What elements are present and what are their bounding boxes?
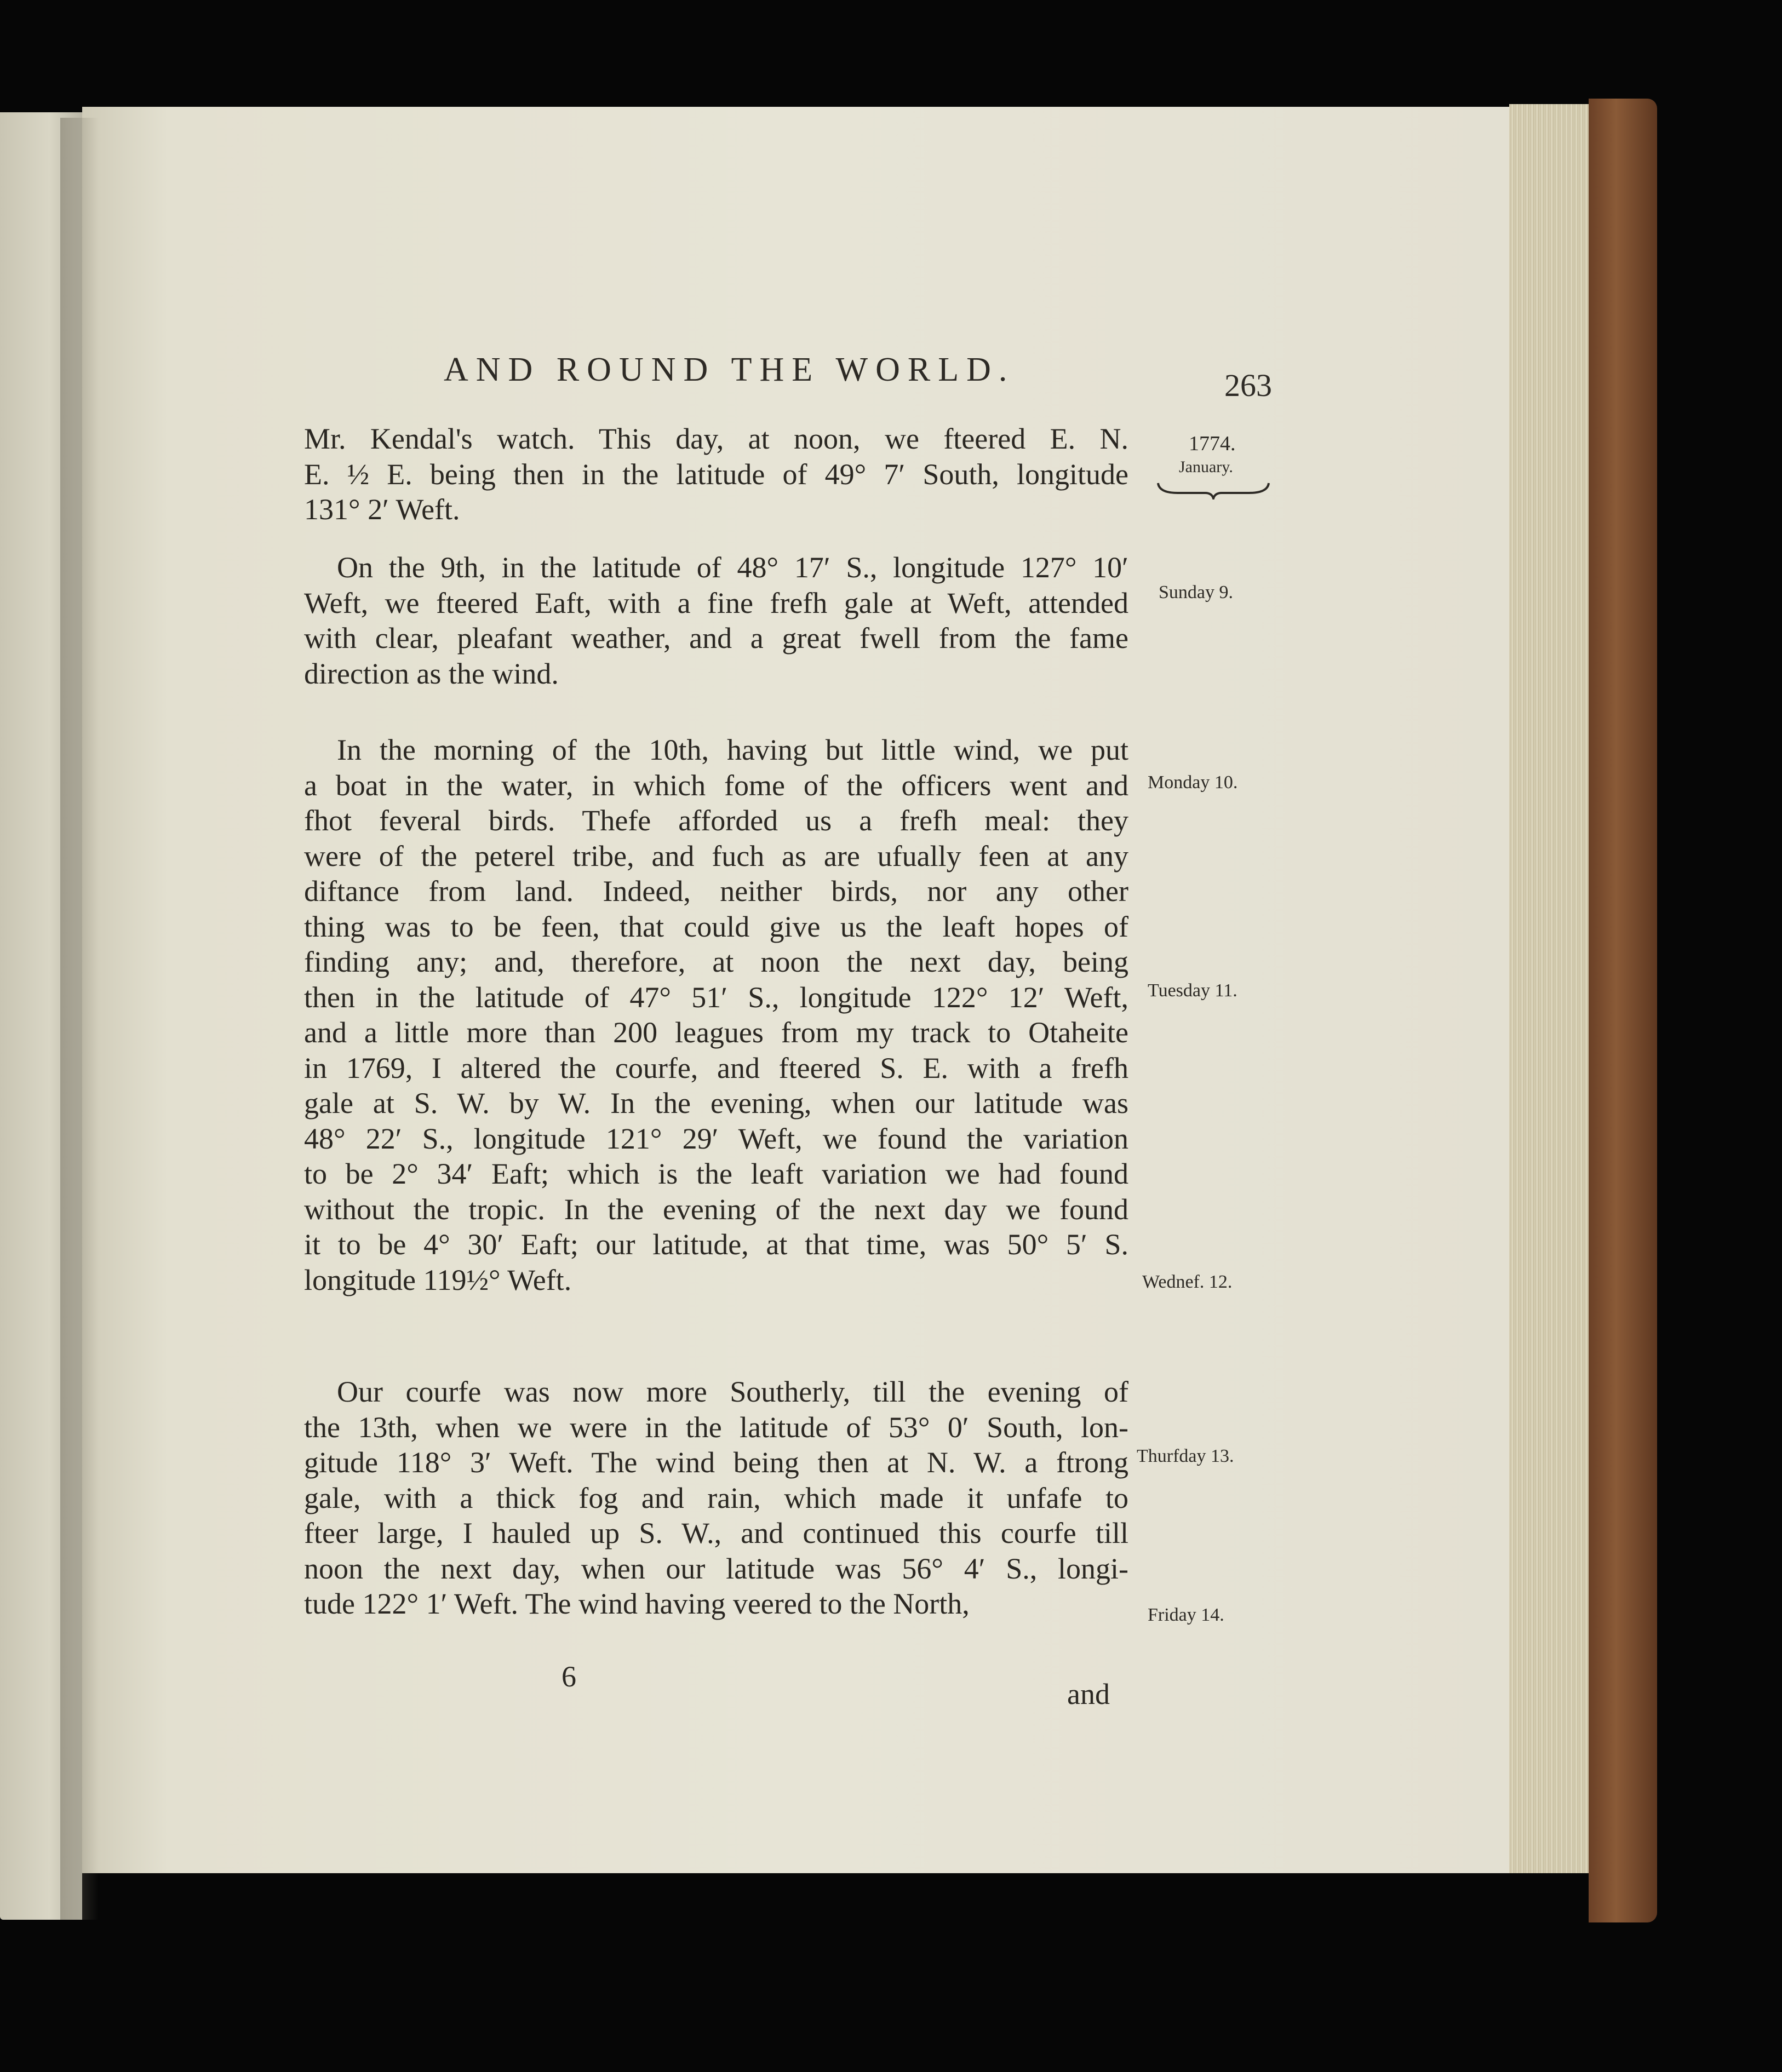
text-line: fteer large, I hauled up S. W., and continued this courfe till [304,1517,1128,1549]
margin-brace [1156,480,1271,500]
text-line: without the tropic. In the evening of the next day we found [304,1192,1128,1226]
text-line: direction as the wind. [304,657,559,690]
text-line: longitude 119½° Weft. [304,1263,572,1296]
margin-year: 1774. [1189,432,1236,455]
text-line: noon the next day, when our latitude was 56° 4′ S., longi- [304,1552,1128,1585]
text-line: thing was to be feen, that could give us the leaft hopes of [304,910,1128,943]
text-line: a boat in the water, in which fome of the officers went and [304,768,1128,802]
text-line: Weft, we fteered Eaft, with a fine frefh gale at Weft, attended [304,586,1128,619]
text-line: 48° 22′ S., longitude 121° 29′ Weft, we found the variation [304,1122,1128,1155]
running-head: AND ROUND THE WORLD. [444,351,1015,388]
text-line: In the morning of the 10th, having but little wind, we put [337,733,1128,766]
text-line: diftance from land. Indeed, neither birds, nor any other [304,875,1128,908]
text-line: then in the latitude of 47° 51′ S., longitude 122° 12′ Weft, [304,980,1128,1014]
margin-date-note: Sunday 9. [1159,582,1233,602]
page-edges [1509,104,1597,1873]
text-line: tude 122° 1′ Weft. The wind having veered to the North, [304,1587,970,1620]
text-line: gale at S. W. by W. In the evening, when our latitude was [304,1087,1128,1120]
text-line: 131° 2′ Weft. [304,493,460,526]
text-line: to be 2° 34′ Eaft; which is the leaft variation we had found [304,1157,1128,1190]
text-line: with clear, pleafant weather, and a great fwell from the fame [304,622,1128,655]
text-line: gitude 118° 3′ Weft. The wind being then at N. W. a ftrong [304,1446,1128,1479]
margin-date-note: Friday 14. [1148,1605,1224,1625]
text-line: and a little more than 200 leagues from my track to Otaheite [304,1016,1128,1049]
margin-date-note: Monday 10. [1148,772,1238,793]
margin-date-note: Wednef. 12. [1142,1272,1233,1292]
gutter-shadow [60,118,99,1920]
text-line: were of the peterel tribe, and fuch as are ufually feen at any [304,839,1128,873]
text-line: fhot feveral birds. Thefe afforded us a frefh meal: they [304,804,1128,837]
text-line: finding any; and, therefore, at noon the next day, being [304,945,1128,978]
signature-mark: 6 [561,1660,576,1693]
leather-cover [1589,99,1657,1922]
text-line: Mr. Kendal's watch. This day, at noon, we fteered E. N. [304,422,1128,455]
margin-date-note: Tuesday 11. [1148,980,1237,1001]
catchword: and [1067,1678,1110,1711]
text-line: E. ½ E. being then in the latitude of 49° 7′ South, longitude [304,457,1128,491]
text-line: On the 9th, in the latitude of 48° 17′ S., longitude 127° 10′ [337,551,1128,584]
margin-month: January. [1179,458,1233,476]
text-line: in 1769, I altered the courfe, and fteered S. E. with a frefh [304,1051,1128,1084]
text-line: Our courfe was now more Southerly, till the evening of [337,1375,1128,1408]
page-number: 263 [1224,368,1272,403]
text-line: the 13th, when we were in the latitude of 53° 0′ South, lon- [304,1410,1128,1444]
text-line: gale, with a thick fog and rain, which made it unfafe to [304,1481,1128,1514]
text-line: it to be 4° 30′ Eaft; our latitude, at that time, was 50° 5′ S. [304,1228,1128,1261]
margin-date-note: Thurfday 13. [1137,1446,1234,1466]
